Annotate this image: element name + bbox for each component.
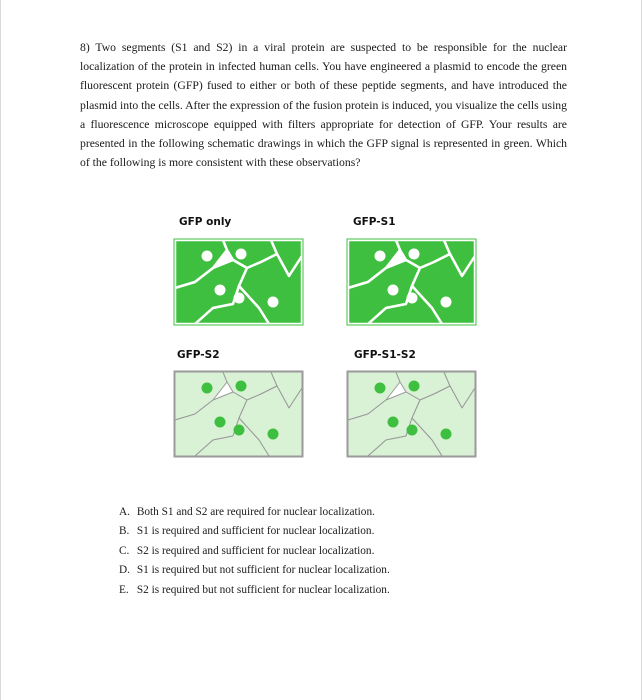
nucleus bbox=[409, 381, 420, 392]
nucleus bbox=[441, 429, 452, 440]
question-text: 8) Two segments (S1 and S2) in a viral protein are suspected to be responsible for the nuclear localization of the protein in infected human cells. You have engineered a plasmid to encode the green fluorescent protein (GFP) fused to either or both of these peptide segments, and have introduced the plasmid into the cells. After the expression of the fusion protein is induced, you visualize the cells using a fluorescence microscope equipped with filters appropriate for detection of GFP. Your results are presented in the following schematic drawings in which the GFP signal is represented in green. Which of the following is more consistent with these observations? bbox=[80, 41, 567, 170]
nucleus bbox=[215, 285, 226, 296]
nucleus bbox=[375, 383, 386, 394]
panel-label-gfp-s2: GFP-S2 bbox=[177, 349, 220, 361]
nucleus bbox=[236, 249, 247, 260]
choice-a[interactable] bbox=[119, 503, 390, 522]
cell-panel-gfp-s1 bbox=[346, 238, 477, 326]
nucleus bbox=[234, 425, 245, 436]
nucleus bbox=[375, 251, 386, 262]
choice-text: S1 is required and sufficient for nuclear localization. bbox=[136, 525, 375, 538]
choice-b[interactable] bbox=[119, 522, 390, 541]
cell-panel-gfp-s1-s2 bbox=[346, 370, 477, 458]
choice-c[interactable] bbox=[119, 542, 390, 561]
choice-letter: B. bbox=[119, 525, 130, 538]
nucleus bbox=[268, 297, 279, 308]
nucleus bbox=[388, 417, 399, 428]
cell-drawing bbox=[346, 238, 477, 326]
nucleus bbox=[441, 297, 452, 308]
choice-e[interactable] bbox=[119, 581, 390, 600]
choice-text: S2 is required and sufficient for nuclear localization. bbox=[136, 544, 375, 557]
nucleus bbox=[202, 251, 213, 262]
choice-letter: E. bbox=[119, 583, 129, 596]
nucleus bbox=[236, 381, 247, 392]
panel-label-gfp-s1: GFP-S1 bbox=[353, 216, 396, 228]
answer-choices bbox=[119, 503, 390, 600]
choice-text: S2 is required but not sufficient for nuclear localization. bbox=[136, 583, 390, 596]
choice-letter: D. bbox=[119, 564, 130, 577]
nucleus bbox=[215, 417, 226, 428]
cell-panel-gfp-only bbox=[173, 238, 304, 326]
choice-d[interactable] bbox=[119, 561, 390, 580]
cell-drawing bbox=[173, 370, 304, 458]
nucleus bbox=[268, 429, 279, 440]
cell-drawing bbox=[173, 238, 304, 326]
nucleus bbox=[407, 293, 418, 304]
cell-drawing bbox=[346, 370, 477, 458]
choice-text: S1 is required but not sufficient for nuclear localization. bbox=[136, 564, 390, 577]
panel-label-gfp-only: GFP only bbox=[179, 216, 232, 228]
choice-text: Both S1 and S2 are required for nuclear localization. bbox=[136, 506, 375, 518]
choice-letter: C. bbox=[119, 544, 130, 557]
nucleus bbox=[409, 249, 420, 260]
panel-label-gfp-s1-s2: GFP-S1-S2 bbox=[354, 349, 416, 361]
nucleus bbox=[388, 285, 399, 296]
nucleus bbox=[407, 425, 418, 436]
nucleus bbox=[234, 293, 245, 304]
choice-letter: A. bbox=[119, 506, 130, 518]
nucleus bbox=[202, 383, 213, 394]
cell-panel-gfp-s2 bbox=[173, 370, 304, 458]
